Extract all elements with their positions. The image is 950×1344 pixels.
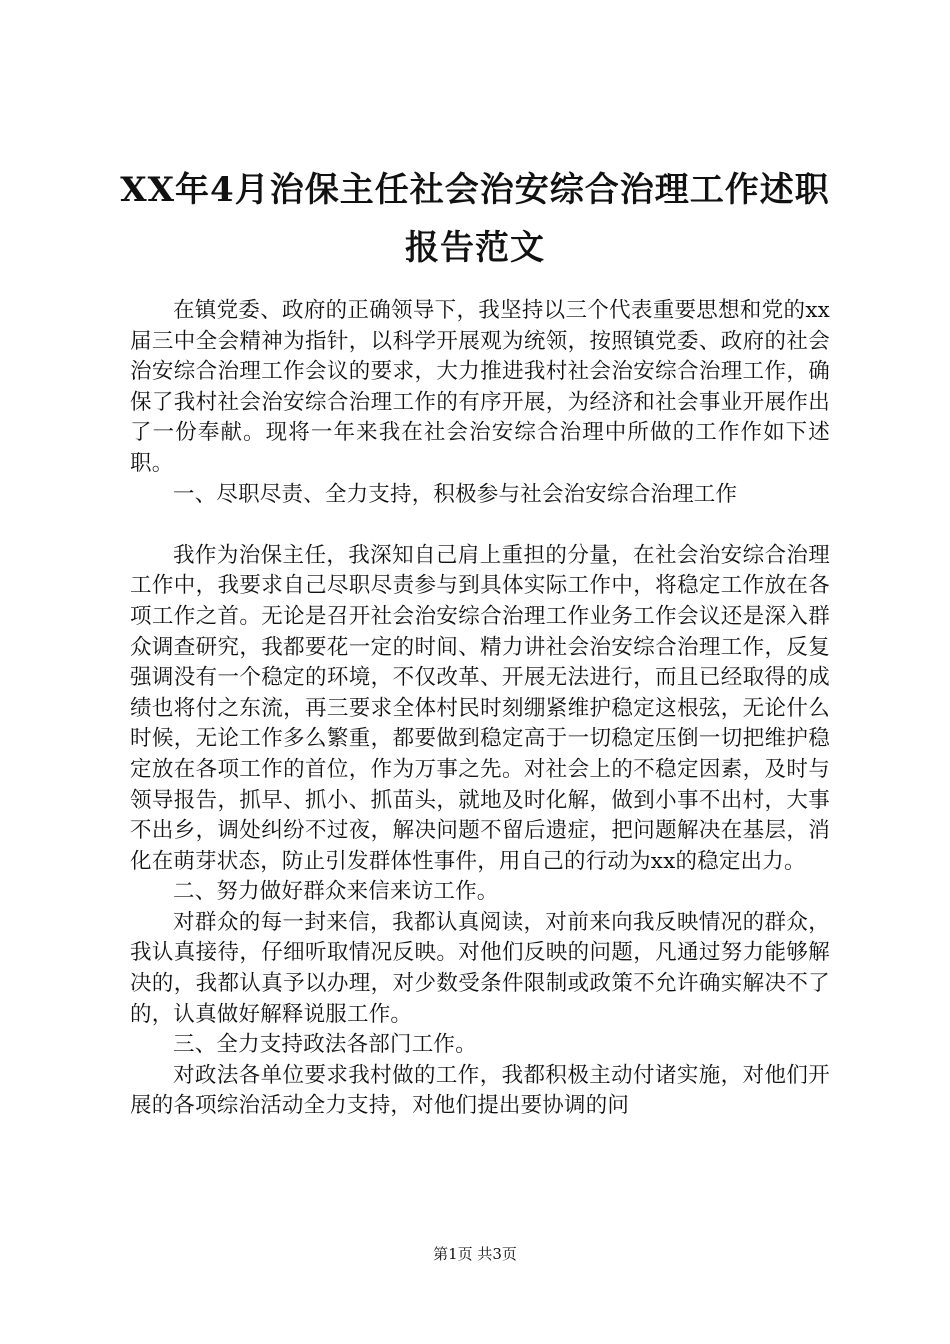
document-title-line-2: 报告范文 [405,228,545,268]
paragraph-section-3: 对政法各单位要求我村做的工作，我都积极主动付诸实施，对他们开展的各项综治活动全力支持，对他们提出要协调的问 [130,1062,830,1119]
document-body [130,296,830,1122]
section-heading-1: 一、尽职尽责、全力支持，积极参与社会治安综合治理工作 [173,481,738,507]
section-heading-2: 二、努力做好群众来信来访工作。 [173,879,499,905]
paragraph-intro: 在镇党委、政府的正确领导下，我坚持以三个代表重要思想和党的xx届三中全会精神为指针，以科学开展观为统领，按照镇党委、政府的社会治安综合治理工作会议的要求，大力推进我村社会治安综合治理工作，确保了我村社会治安综合治理工作的有序开展，为经济和社会事业开展作出了一份奉献。现将一年来我在社会治安综合治理中所做的工作作如下述职。 [130,298,830,476]
paragraph-section-2: 对群众的每一封来信，我都认真阅读，对前来向我反映情况的群众，我认真接待，仔细听取情况反映。对他们反映的问题，凡通过努力能够解决的，我都认真予以办理，对少数受条件限制或政策不允许确实解决不了的，认真做好解释说服工作。 [130,909,830,1027]
page-footer: 第1页 共3页 [433,1245,517,1263]
document-title-line-1: XX年4月治保主任社会治安综合治理工作述职 [120,170,830,210]
blank-line [130,510,830,541]
section-heading-3: 三、全力支持政法各部门工作。 [173,1032,477,1058]
paragraph-section-1: 我作为治保主任，我深知自己肩上重担的分量，在社会治安综合治理工作中，我要求自己尽职尽责参与到具体实际工作中，将稳定工作放在各项工作之首。无论是召开社会治安综合治理工作业务工作会议还是深入群众调查研究，我都要花一定的时间、精力讲社会治安综合治理工作，反复强调没有一个稳定的环境，不仅改革、开展无法进行，而且已经取得的成绩也将付之东流，再三要求全体村民时刻绷紧维护稳定这根弦，无论什么时候，无论工作多么繁重，都要做到稳定高于一切稳定压倒一切把维护稳定放在各项工作的首位，作为万事之先。对社会上的不稳定因素，及时与领导报告，抓早、抓小、抓苗头，就地及时化解，做到小事不出村，大事不出乡，调处纠纷不过夜，解决问题不留后遗症，把问题解决在基层，消化在萌芽状态，防止引发群体性事件，用自己的行动为xx的稳定出力。 [130,542,830,874]
